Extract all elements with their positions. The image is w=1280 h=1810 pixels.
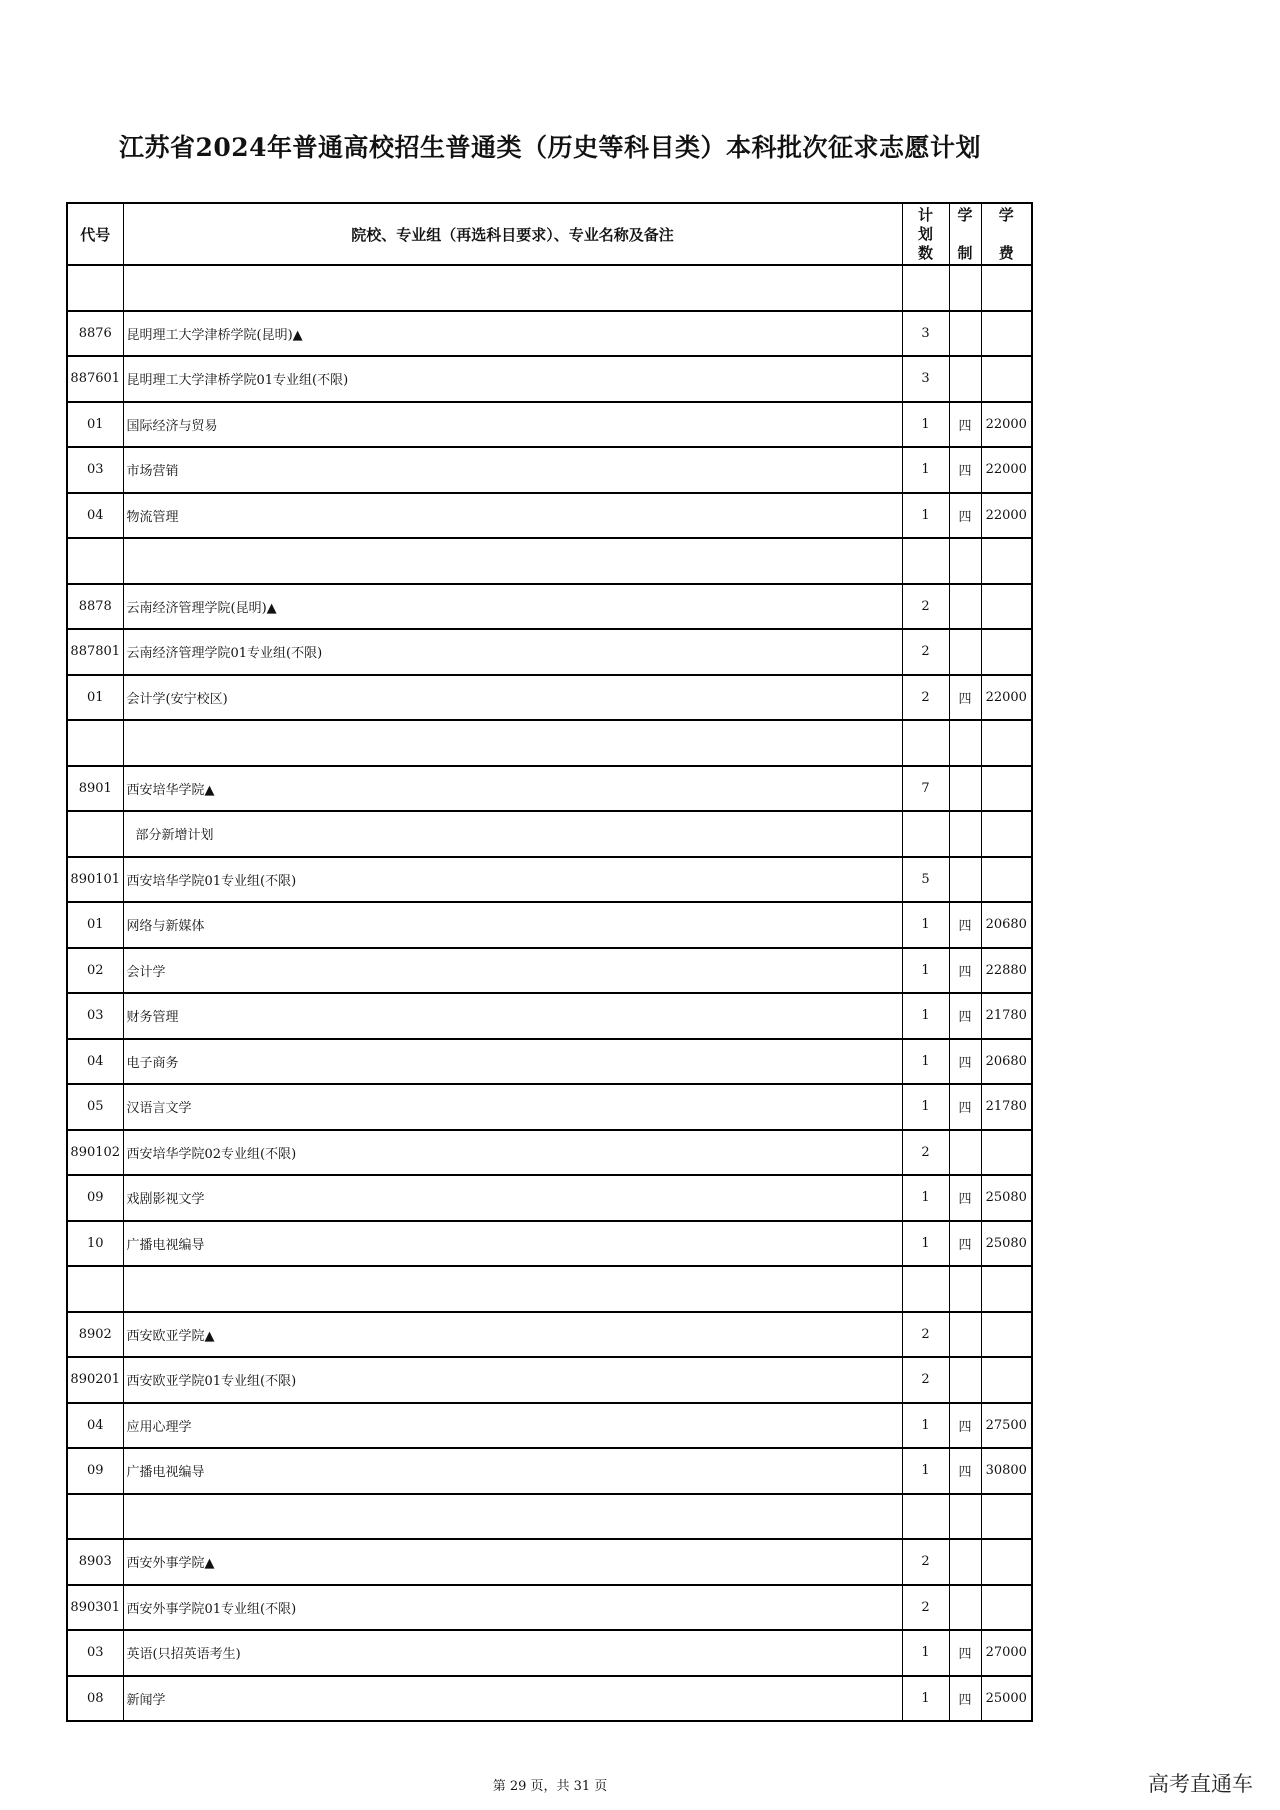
cell-name: 西安外事学院01专业组(不限)	[123, 1585, 902, 1631]
cell-length: 四	[949, 1448, 981, 1494]
cell-plan: 3	[902, 311, 949, 357]
cell-code	[67, 1494, 123, 1540]
cell-name	[123, 720, 902, 766]
cell-length: 四	[949, 948, 981, 994]
header-plan: 计 划 数	[902, 203, 949, 265]
cell-code: 890102	[67, 1130, 123, 1176]
table-row	[67, 1585, 1032, 1631]
cell-length: 四	[949, 1039, 981, 1085]
cell-plan: 2	[902, 584, 949, 630]
cell-fee: 25080	[981, 1175, 1032, 1221]
cell-plan	[902, 265, 949, 311]
cell-fee: 22000	[981, 675, 1032, 721]
cell-code: 04	[67, 1039, 123, 1085]
cell-code: 01	[67, 675, 123, 721]
cell-length	[949, 811, 981, 857]
cell-name: 应用心理学	[123, 1403, 902, 1449]
cell-code: 890101	[67, 857, 123, 903]
table-row	[67, 1084, 1032, 1130]
cell-code	[67, 265, 123, 311]
table-row	[67, 902, 1032, 948]
cell-fee: 21780	[981, 1084, 1032, 1130]
cell-name: 汉语言文学	[123, 1084, 902, 1130]
cell-plan: 1	[902, 993, 949, 1039]
cell-length: 四	[949, 402, 981, 448]
table-row	[67, 1403, 1032, 1449]
cell-plan: 1	[902, 948, 949, 994]
table-row	[67, 1130, 1032, 1176]
cell-length	[949, 1130, 981, 1176]
table-row	[67, 1539, 1032, 1585]
cell-name: 会计学	[123, 948, 902, 994]
cell-code: 04	[67, 1403, 123, 1449]
cell-plan: 2	[902, 629, 949, 675]
cell-plan: 1	[902, 493, 949, 539]
cell-code: 8902	[67, 1312, 123, 1358]
cell-length	[949, 766, 981, 812]
table-row	[67, 538, 1032, 584]
cell-length: 四	[949, 1084, 981, 1130]
cell-plan: 1	[902, 1039, 949, 1085]
table-row	[67, 857, 1032, 903]
admission-plan-table	[66, 202, 1033, 1722]
table-row	[67, 811, 1032, 857]
cell-plan: 1	[902, 1084, 949, 1130]
cell-code: 03	[67, 447, 123, 493]
cell-code: 887801	[67, 629, 123, 675]
table-row	[67, 1630, 1032, 1676]
cell-plan	[902, 538, 949, 584]
table-row	[67, 1494, 1032, 1540]
cell-fee: 20680	[981, 1039, 1032, 1085]
cell-fee	[981, 584, 1032, 630]
cell-length	[949, 857, 981, 903]
cell-name: 会计学(安宁校区)	[123, 675, 902, 721]
table-header-row	[67, 203, 1032, 265]
cell-fee	[981, 857, 1032, 903]
cell-fee: 27000	[981, 1630, 1032, 1676]
cell-name: 云南经济管理学院(昆明)▲	[123, 584, 902, 630]
cell-name: 部分新增计划	[123, 811, 902, 857]
cell-code: 08	[67, 1676, 123, 1722]
cell-code: 890301	[67, 1585, 123, 1631]
cell-plan: 1	[902, 447, 949, 493]
cell-fee: 30800	[981, 1448, 1032, 1494]
cell-code: 03	[67, 1630, 123, 1676]
cell-code: 8878	[67, 584, 123, 630]
cell-plan: 2	[902, 1357, 949, 1403]
cell-code: 8901	[67, 766, 123, 812]
cell-name: 物流管理	[123, 493, 902, 539]
table-row	[67, 675, 1032, 721]
cell-length	[949, 584, 981, 630]
cell-fee: 21780	[981, 993, 1032, 1039]
table-row	[67, 1039, 1032, 1085]
cell-fee: 25080	[981, 1221, 1032, 1267]
cell-fee: 27500	[981, 1403, 1032, 1449]
cell-name: 英语(只招英语考生)	[123, 1630, 902, 1676]
cell-fee	[981, 1494, 1032, 1540]
cell-length: 四	[949, 1175, 981, 1221]
cell-code: 887601	[67, 356, 123, 402]
cell-length	[949, 1357, 981, 1403]
cell-plan: 1	[902, 1448, 949, 1494]
cell-plan: 1	[902, 1676, 949, 1722]
cell-code: 09	[67, 1175, 123, 1221]
cell-plan: 1	[902, 1630, 949, 1676]
cell-length	[949, 1266, 981, 1312]
cell-fee	[981, 1130, 1032, 1176]
cell-name: 财务管理	[123, 993, 902, 1039]
cell-name: 昆明理工大学津桥学院01专业组(不限)	[123, 356, 902, 402]
header-code: 代号	[67, 203, 123, 265]
cell-name: 电子商务	[123, 1039, 902, 1085]
cell-code: 04	[67, 493, 123, 539]
table-row	[67, 584, 1032, 630]
header-fee: 学 费	[981, 203, 1032, 265]
cell-fee	[981, 356, 1032, 402]
cell-length: 四	[949, 1221, 981, 1267]
table-row	[67, 948, 1032, 994]
table-row	[67, 265, 1032, 311]
table-row	[67, 1175, 1032, 1221]
cell-plan: 3	[902, 356, 949, 402]
cell-plan: 1	[902, 902, 949, 948]
cell-name: 市场营销	[123, 447, 902, 493]
cell-length: 四	[949, 1630, 981, 1676]
cell-length	[949, 265, 981, 311]
cell-fee: 22880	[981, 948, 1032, 994]
table-row	[67, 1676, 1032, 1722]
cell-name	[123, 538, 902, 584]
cell-fee: 20680	[981, 902, 1032, 948]
cell-plan	[902, 1494, 949, 1540]
cell-fee	[981, 311, 1032, 357]
cell-code: 01	[67, 402, 123, 448]
cell-code: 890201	[67, 1357, 123, 1403]
cell-plan: 2	[902, 1585, 949, 1631]
cell-name	[123, 1266, 902, 1312]
cell-fee: 22000	[981, 493, 1032, 539]
cell-code	[67, 720, 123, 766]
cell-plan: 1	[902, 402, 949, 448]
cell-code	[67, 811, 123, 857]
cell-plan: 1	[902, 1403, 949, 1449]
cell-code: 05	[67, 1084, 123, 1130]
cell-plan: 7	[902, 766, 949, 812]
cell-plan: 5	[902, 857, 949, 903]
cell-name: 昆明理工大学津桥学院(昆明)▲	[123, 311, 902, 357]
table-row	[67, 447, 1032, 493]
table-row	[67, 1266, 1032, 1312]
cell-name: 西安培华学院01专业组(不限)	[123, 857, 902, 903]
header-length: 学 制	[949, 203, 981, 265]
watermark: 高考直通车	[1148, 1772, 1253, 1796]
cell-length: 四	[949, 1676, 981, 1722]
cell-fee	[981, 720, 1032, 766]
cell-length: 四	[949, 902, 981, 948]
table-row	[67, 720, 1032, 766]
cell-length	[949, 1494, 981, 1540]
cell-code: 02	[67, 948, 123, 994]
cell-length	[949, 1585, 981, 1631]
cell-name: 西安外事学院▲	[123, 1539, 902, 1585]
cell-plan: 2	[902, 1539, 949, 1585]
cell-fee	[981, 1585, 1032, 1631]
cell-code: 8876	[67, 311, 123, 357]
cell-name: 广播电视编导	[123, 1448, 902, 1494]
cell-length	[949, 1312, 981, 1358]
cell-length	[949, 720, 981, 766]
cell-fee: 25000	[981, 1676, 1032, 1722]
cell-plan: 2	[902, 675, 949, 721]
cell-length	[949, 629, 981, 675]
cell-fee	[981, 1357, 1032, 1403]
cell-plan	[902, 720, 949, 766]
table-row	[67, 766, 1032, 812]
cell-plan: 1	[902, 1221, 949, 1267]
cell-name: 国际经济与贸易	[123, 402, 902, 448]
cell-length	[949, 538, 981, 584]
cell-code: 10	[67, 1221, 123, 1267]
table-row	[67, 311, 1032, 357]
cell-name: 西安欧亚学院▲	[123, 1312, 902, 1358]
cell-length: 四	[949, 1403, 981, 1449]
header-name: 院校、专业组（再选科目要求）、专业名称及备注	[123, 203, 902, 265]
cell-code: 03	[67, 993, 123, 1039]
cell-name	[123, 1494, 902, 1540]
cell-fee: 22000	[981, 447, 1032, 493]
cell-length: 四	[949, 447, 981, 493]
table-row	[67, 402, 1032, 448]
table-row	[67, 493, 1032, 539]
cell-name: 西安培华学院▲	[123, 766, 902, 812]
cell-length: 四	[949, 493, 981, 539]
cell-length	[949, 1539, 981, 1585]
table-row	[67, 629, 1032, 675]
cell-fee	[981, 1266, 1032, 1312]
cell-length	[949, 311, 981, 357]
cell-name	[123, 265, 902, 311]
table-row	[67, 1312, 1032, 1358]
cell-fee	[981, 811, 1032, 857]
cell-name: 云南经济管理学院01专业组(不限)	[123, 629, 902, 675]
cell-name: 西安培华学院02专业组(不限)	[123, 1130, 902, 1176]
cell-name: 戏剧影视文学	[123, 1175, 902, 1221]
cell-plan: 1	[902, 1175, 949, 1221]
cell-code	[67, 538, 123, 584]
page-footer: 第 29 页，共 31 页	[492, 1779, 608, 1794]
cell-length	[949, 356, 981, 402]
cell-fee	[981, 766, 1032, 812]
cell-length: 四	[949, 993, 981, 1039]
cell-fee	[981, 265, 1032, 311]
table-row	[67, 993, 1032, 1039]
cell-fee	[981, 629, 1032, 675]
page-title: 江苏省2024年普通高校招生普通类（历史等科目类）本科批次征求志愿计划	[118, 133, 982, 162]
cell-name: 广播电视编导	[123, 1221, 902, 1267]
cell-name: 网络与新媒体	[123, 902, 902, 948]
table-row	[67, 1357, 1032, 1403]
cell-length: 四	[949, 675, 981, 721]
cell-code: 01	[67, 902, 123, 948]
cell-name: 西安欧亚学院01专业组(不限)	[123, 1357, 902, 1403]
cell-plan: 2	[902, 1130, 949, 1176]
cell-fee	[981, 1539, 1032, 1585]
cell-fee: 22000	[981, 402, 1032, 448]
cell-plan	[902, 1266, 949, 1312]
cell-name: 新闻学	[123, 1676, 902, 1722]
table-row	[67, 1448, 1032, 1494]
cell-code: 8903	[67, 1539, 123, 1585]
table-row	[67, 356, 1032, 402]
cell-plan: 2	[902, 1312, 949, 1358]
cell-fee	[981, 538, 1032, 584]
cell-code	[67, 1266, 123, 1312]
cell-plan	[902, 811, 949, 857]
table-row	[67, 1221, 1032, 1267]
cell-fee	[981, 1312, 1032, 1358]
cell-code: 09	[67, 1448, 123, 1494]
